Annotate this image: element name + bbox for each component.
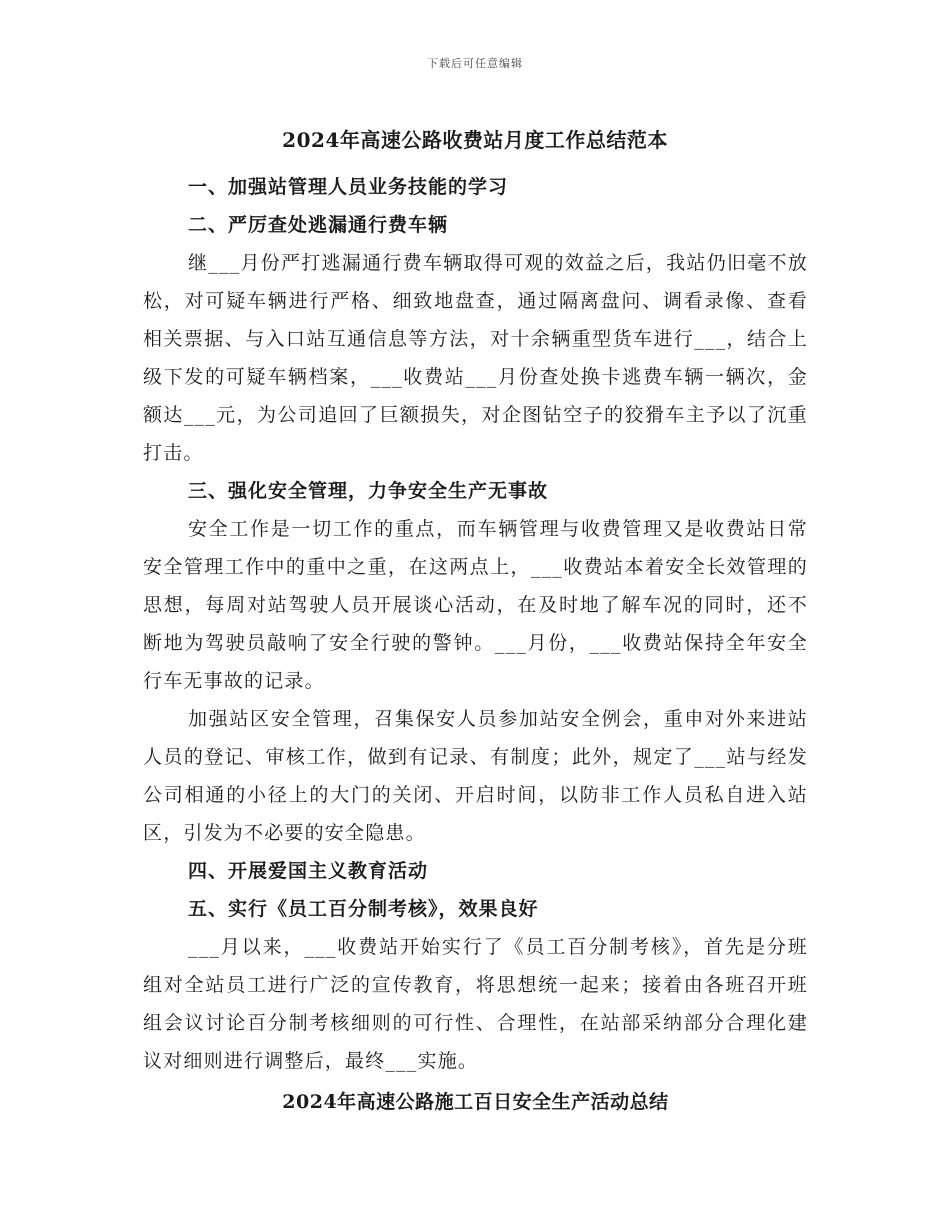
section-heading-3: 三、强化安全管理，力争安全生产无事故 — [188, 480, 549, 502]
section-3-paragraph-2: 加强站区安全管理，召集保安人员参加站安全例会，重申对外来进站人员的登记、审核工作，做到有记录、有制度；此外，规定了___站与经发公司相通的小径上的大门的关闭、开启时间，以防非工作人员私自进入站区，引发为不必要的安全隐患。 — [143, 708, 808, 844]
section-heading-2: 二、严厉查处逃漏通行费车辆 — [188, 214, 449, 236]
section-2-paragraph-1: 继___月份严打逃漏通行费车辆取得可观的效益之后，我站仍旧毫不放松，对可疑车辆进行严格、细致地盘查，通过隔离盘问、调看录像、查看相关票据、与入口站互通信息等方法，对十余辆重型货车进行___，结合上级下发的可疑车辆档案，___收费站___月份查处换卡逃费车辆一辆次，金额达___元，为公司追回了巨额损失，对企图钻空子的狡猾车主予以了沉重打击。 — [143, 252, 808, 464]
section-heading-4: 四、开展爱国主义教育活动 — [188, 860, 429, 882]
section-3-paragraph-1: 安全工作是一切工作的重点，而车辆管理与收费管理又是收费站日常安全管理工作中的重中之重，在这两点上，___收费站本着安全长效管理的思想，每周对站驾驶人员开展谈心活动，在及时地了解车况的同时，还不断地为驾驶员敲响了安全行驶的警钟。___月份，___收费站保持全年安全行车无事故的记录。 — [143, 518, 808, 692]
document-body — [143, 168, 808, 1122]
download-note: 下载后可任意编辑 — [427, 57, 523, 70]
section-heading-1: 一、加强站管理人员业务技能的学习 — [188, 176, 509, 198]
section-5-paragraph-1: ___月以来，___收费站开始实行了《员工百分制考核》，首先是分班组对全站员工进行广泛的宣传教育，将思想统一起来；接着由各班召开班组会议讨论百分制考核细则的可行性、合理性，在站部采纳部分合理化建议对细则进行调整后，最终___实施。 — [143, 936, 808, 1072]
section-heading-5: 五、实行《员工百分制考核》，效果良好 — [188, 898, 539, 920]
document-title: 2024年高速公路收费站月度工作总结范本 — [282, 128, 668, 152]
next-document-title: 2024年高速公路施工百日安全生产活动总结 — [282, 1091, 669, 1113]
